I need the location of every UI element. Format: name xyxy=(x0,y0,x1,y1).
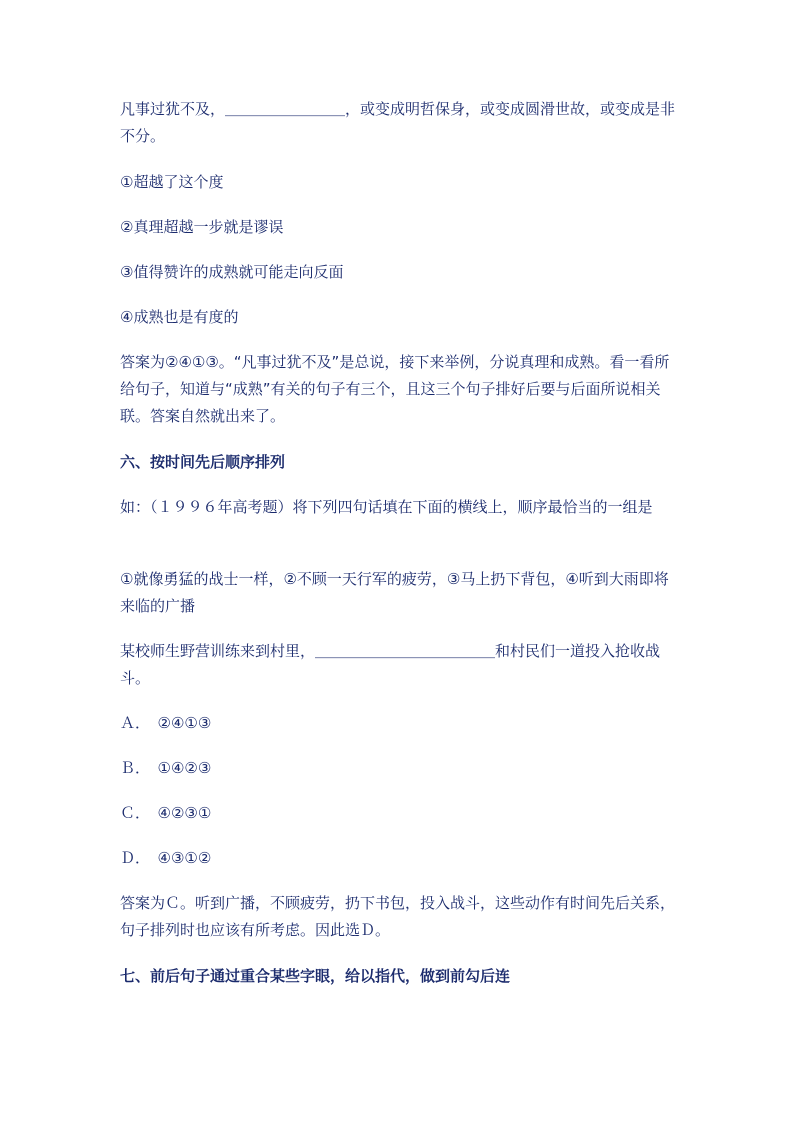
example-intro: 如：（１９９６年高考题）将下列四句话填在下面的横线上，顺序最恰当的一组是 xyxy=(120,498,653,516)
choice-c: Ｃ． ④②③① xyxy=(120,804,212,822)
option-sentence-4: ④成熟也是有度的 xyxy=(120,308,239,326)
answer-explanation-2: 答案为Ｃ。听到广播，不顾疲劳，扔下书包，投入战斗，这些动作有时间先后关系，句子排列时也应该有所考虑。因此选Ｄ。 xyxy=(120,894,676,939)
option-sentence-3: ③值得赞许的成熟就可能走向反面 xyxy=(120,263,344,281)
option-sentence-1: ①超越了这个度 xyxy=(120,173,224,191)
section-heading-7: 七、前后句子通过重合某些字眼，给以指代，做到前勾后连 xyxy=(120,967,511,985)
choice-a: Ａ． ②④①③ xyxy=(120,714,212,732)
question-sentence: 凡事过犹不及，＿＿＿＿＿＿＿＿，或变成明哲保身，或变成圆滑世故，或变成是非不分。 xyxy=(120,100,676,145)
choice-d: Ｄ． ④③①② xyxy=(120,849,212,867)
option-sentence-2: ②真理超越一步就是谬误 xyxy=(120,218,284,236)
section-heading-6: 六、按时间先后顺序排列 xyxy=(120,453,286,471)
example-sentences: ①就像勇猛的战士一样，②不顾一天行军的疲劳，③马上扔下背包，④听到大雨即将来临的广播 xyxy=(120,570,669,615)
answer-explanation-1: 答案为②④①③。“凡事过犹不及”是总说，接下来举例，分说真理和成熟。看一看所给句子，知道与“成熟”有关的句子有三个，且这三个句子排好后要与后面所说相关联。答案自然就出来了。 xyxy=(120,353,670,425)
example-blank-sentence: 某校师生野营训练来到村里，＿＿＿＿＿＿＿＿＿＿＿＿和村民们一道投入抢收战斗。 xyxy=(120,642,661,687)
choice-b: Ｂ． ①④②③ xyxy=(120,759,212,777)
